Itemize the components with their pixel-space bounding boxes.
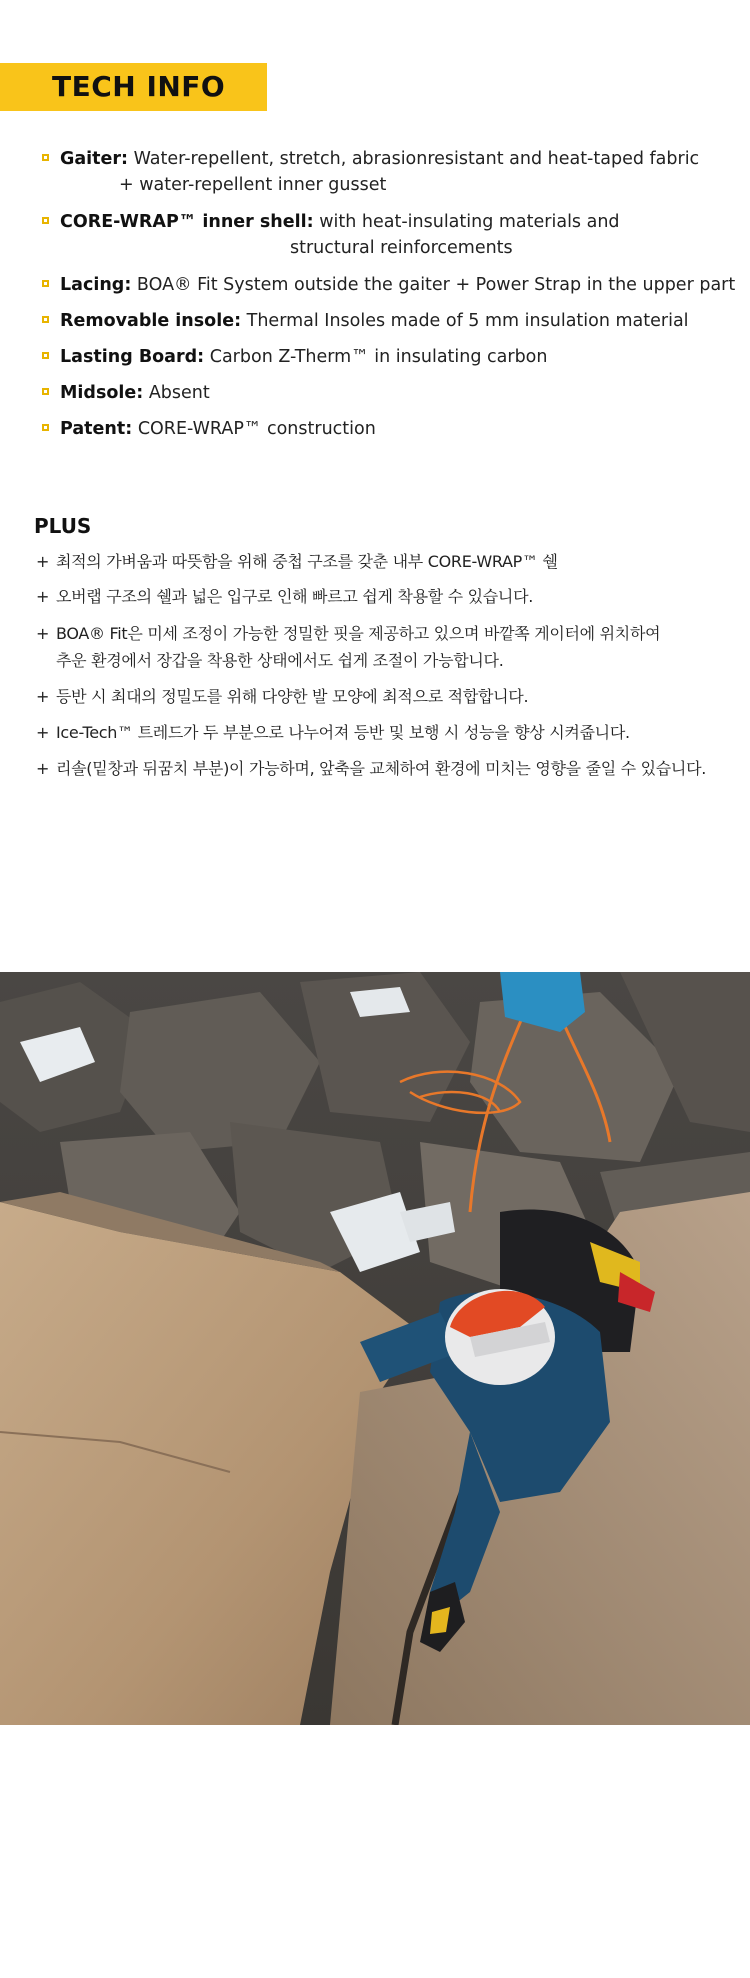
spec-label: Gaiter: [60,149,129,169]
spec-text: Carbon Z-Therm™ in insulating carbon [209,347,548,367]
climber-photo-illustration [0,972,750,1725]
plus-icon: + [36,723,50,742]
spec-text: Absent [148,383,210,403]
plus-icon: + [36,687,50,706]
climber-photo [0,972,750,1725]
bullet-icon [42,388,49,395]
spec-text: Water-repellent, stretch, abrasionresistant and heat-taped fabric [133,149,700,169]
bullet-icon [42,217,49,224]
spec-label: CORE-WRAP™ inner shell: [60,212,314,232]
bullet-icon [42,154,49,161]
spec-item-lasting-board [42,344,547,370]
bullet-icon [42,280,49,287]
spec-label: Patent: [60,419,133,439]
spec-item-core-wrap [42,209,620,261]
bullet-icon [42,352,49,359]
plus-icon: + [36,587,50,606]
plus-item-text: 오버랩 구조의 쉘과 넓은 입구로 인해 빠르고 쉽게 착용할 수 있습니다. [56,587,534,606]
spec-label: Lacing: [60,275,132,295]
plus-item-text-cont: 추운 환경에서 장갑을 착용한 상태에서도 쉽게 조절이 가능합니다. [56,651,504,670]
spec-text: with heat-insulating materials and [319,212,620,232]
spec-item-lacing [42,272,735,298]
plus-item-text: 최적의 가벼움과 따뜻함을 위해 중첩 구조를 갖춘 내부 CORE-WRAP™ 쉘 [56,552,558,571]
plus-item-text: BOA® Fit은 미세 조정이 가능한 정밀한 핏을 제공하고 있으며 바깥쪽 게이터에 위치하여 [56,624,661,643]
plus-icon: + [36,624,50,643]
spec-label: Midsole: [60,383,144,403]
spec-item-patent [42,416,376,442]
plus-icon: + [36,759,50,778]
tech-info-title: TECH INFO [52,70,226,103]
bullet-icon [42,316,49,323]
spec-text: BOA® Fit System outside the gaiter + Power Strap in the upper part [136,275,736,295]
plus-item-text: 리솔(밑창과 뒤꿈치 부분)이 가능하며, 앞축을 교체하여 환경에 미치는 영향을 줄일 수 있습니다. [56,759,707,778]
plus-item-text: 등반 시 최대의 정밀도를 위해 다양한 발 모양에 최적으로 적합합니다. [56,687,529,706]
spec-text: Thermal Insoles made of 5 mm insulation material [246,311,689,331]
spec-text-cont: structural reinforcements [290,238,513,258]
spec-label: Lasting Board: [60,347,205,367]
plus-item-text: Ice-Tech™ 트레드가 두 부분으로 나누어져 등반 및 보행 시 성능을 향상 시켜줍니다. [56,723,630,742]
spec-item-midsole [42,380,210,406]
spec-label: Removable insole: [60,311,242,331]
spec-text-cont: + water-repellent inner gusset [119,175,387,195]
bullet-icon [42,424,49,431]
spec-item-insole [42,308,689,334]
plus-icon: + [36,552,50,571]
plus-title: PLUS [34,514,92,538]
spec-text: CORE-WRAP™ construction [137,419,376,439]
spec-item-gaiter [42,146,699,198]
